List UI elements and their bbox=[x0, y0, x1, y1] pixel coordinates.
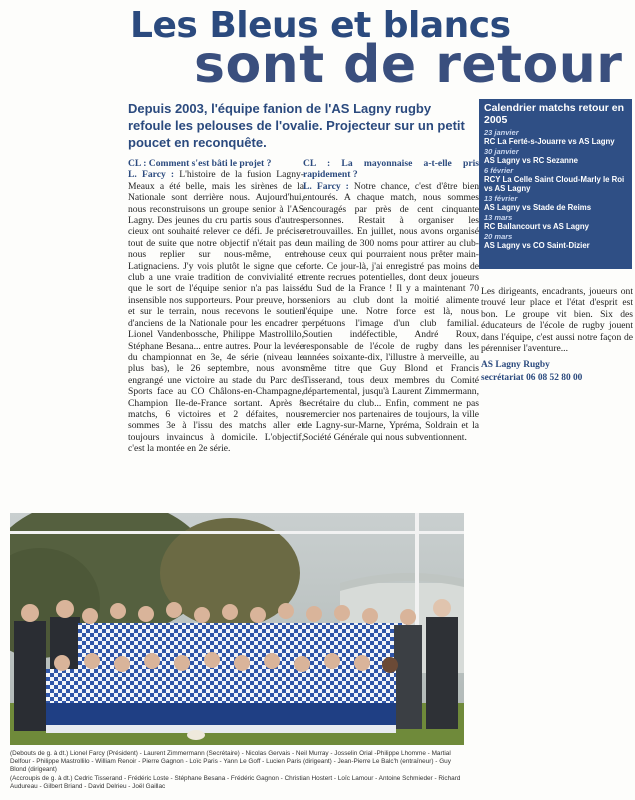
calendar-match: AS Lagny vs CO Saint-Dizier bbox=[484, 241, 590, 250]
rugby-ball bbox=[187, 730, 205, 740]
contact-label: secrétariat bbox=[481, 372, 524, 383]
calendar-item bbox=[479, 166, 632, 194]
calendar-item bbox=[479, 128, 632, 147]
article-column-2 bbox=[303, 158, 479, 443]
calendar-date: 20 mars bbox=[484, 232, 513, 241]
match-calendar-box bbox=[479, 99, 632, 269]
calendar-match: AS Lagny vs RC Sezanne bbox=[484, 156, 579, 165]
contact-phone: 06 08 52 80 00 bbox=[526, 372, 583, 383]
calendar-date: 13 mars bbox=[484, 213, 513, 222]
club-contact bbox=[481, 372, 633, 384]
interview-answer bbox=[303, 181, 479, 443]
speaker-name: L. Farcy : bbox=[128, 169, 175, 181]
calendar-match: RC Ballancourt vs AS Lagny bbox=[484, 222, 589, 231]
headline-line-2: sont de retour bbox=[194, 35, 623, 95]
goal-crossbar bbox=[10, 531, 464, 534]
calendar-match: RC La Ferté-s-Jouarre vs AS Lagny bbox=[484, 137, 615, 146]
calendar-title: Calendrier matchs retour en 2005 bbox=[484, 102, 625, 126]
interview-question: CL : Comment s'est bâti le projet ? bbox=[128, 158, 272, 169]
photo-caption bbox=[10, 750, 465, 791]
team-photo-illustration bbox=[10, 513, 464, 745]
calendar-date: 30 janvier bbox=[484, 147, 519, 156]
headline-line-1: Les Bleus et blancs bbox=[130, 5, 511, 46]
calendar-date: 23 janvier bbox=[484, 128, 519, 137]
calendar-item bbox=[479, 194, 632, 213]
answer-text: Notre chance, c'est d'être bien entourés. A chaque match, nous sommes encouragés par près de cent cinquante personnes. Restait à organiser les retrouvailles. En juillet, nous avons organisé un mailing de 300 noms pour attirer au club-house ceux qui pourraient nous prêter main-forte. Ce jour-là, j'ai enregistré pas moins de trente recrues potentielles, dont deux joueurs du Sud de la France ! Il y a maintenant 70 seniors au club dont la moitié alimente l'équipe une. Notre force est là, nous perpétuons l'image d'un club familial. Soutien indéfectible, André Roux, responsable de l'école de rugby dans les années soixante-dix, l'illustre à merveille, au même titre que Guy Blond et Francis Tisserand, tous deux membres du Comité départemental, jusqu'à Laurent Zimmermann, secrétaire du club... Enfin, comment ne pas remercier nos partenaires de toujours, la ville de Lagny-sur-Marne, Ypréma, Soldrain et la Société Générale qui nous subventionnent. bbox=[303, 180, 480, 443]
calendar-match: RCY La Celle Saint Cloud-Marly le Roi vs AS Lagny bbox=[484, 175, 625, 193]
team-photo bbox=[10, 513, 464, 745]
article-column-1 bbox=[128, 158, 304, 455]
calendar-date: 6 février bbox=[484, 166, 514, 175]
calendar-date: 13 février bbox=[484, 194, 518, 203]
lede-paragraph: Depuis 2003, l'équipe fanion de l'AS Lagny rugby refoule les pelouses de l'ovalie. Projecteur sur un petit poucet en reconquête. bbox=[128, 101, 465, 150]
calendar-item bbox=[479, 147, 632, 166]
answer-text: L'histoire de la fusion Lagny-Meaux a été belle, mais les sirènes de la Nationale sont derrière nous. Aujourd'hui, nous reconstruisons un groupe senior à l'AS Lagny. Des jeunes du cru partis sous d'autres cieux ont souhaité relever ce défi. Je précise tout de suite que notre objectif n'était pas de nous replier sur nous-même, entre Latignaciens. J'y vois plutôt le signe que ce club a une vraie tradition de convivialité et que le sort de l'équipe senior n'a pas laissé insensible nos supporteurs. Pour preuve, hors et sur le terrain, nous recevons le soutien d'anciens de la Nationale pour les encadrer : Lionel Vandenbossche, Philippe Mastrollilo, Stéphane Besana... entre autres. Pour la levée du championnat en 3e, 4e série (niveau le plus bas), le 26 septembre, nous avons engrangé une victoire au stade du Parc des Sports face au CO Châlons-en-Champagne, Champion Ile-de-France sortant. Après 8 matchs, 6 victoires et 2 défaites, nous sommes 3e à l'issu des matchs aller et toujours invaincus à domicile. L'objectif, c'est la montée en 2e série. bbox=[128, 169, 304, 455]
interview-question: CL : La mayonnaise a-t-elle pris rapidement ? bbox=[303, 158, 479, 181]
speaker-name: L. Farcy : bbox=[303, 180, 349, 192]
closing-paragraph: Les dirigeants, encadrants, joueurs ont trouvé leur place et l'état d'esprit est bon. Le groupe vit bien. Six des éducateurs de l'école de rugby jouent dans l'équipe, c'est aussi notre façon de pérenniser l'aventure... bbox=[481, 286, 633, 355]
calendar-item bbox=[479, 213, 632, 232]
caption-standing: (Debouts de g. à dt.) Lionel Farcy (Président) - Laurent Zimmermann (Secrétaire) - Nicolas Gervais - Neil Murray - Josselin Orial -Philippe Lhomme - Martial Delfour - Philippe Mastrollilo - William Renoir - Pierre Gagnon - Loïc Paris - Yann Le Goff - Lucien Paris (dirigeant) - Jean-Pierre Le Balc'h (entraîneur) - Guy Blond (dirigeant) bbox=[10, 750, 451, 774]
club-signature: AS Lagny Rugby bbox=[481, 360, 550, 371]
interview-answer bbox=[128, 169, 304, 454]
calendar-item bbox=[479, 232, 632, 251]
caption-kneeling: (Accroupis de g. à dt.) Cedric Tisserand - Frédéric Loste - Stéphane Besana - Frédéric Gagnon - Christian Hostert - Loïc Lamour - Antoine Schmieder - Richard Audureau - Gilbert Briand - David Delrieu - Joël Gaillac bbox=[10, 774, 461, 790]
article-column-3 bbox=[481, 286, 633, 384]
calendar-match: AS Lagny vs Stade de Reims bbox=[484, 203, 592, 212]
